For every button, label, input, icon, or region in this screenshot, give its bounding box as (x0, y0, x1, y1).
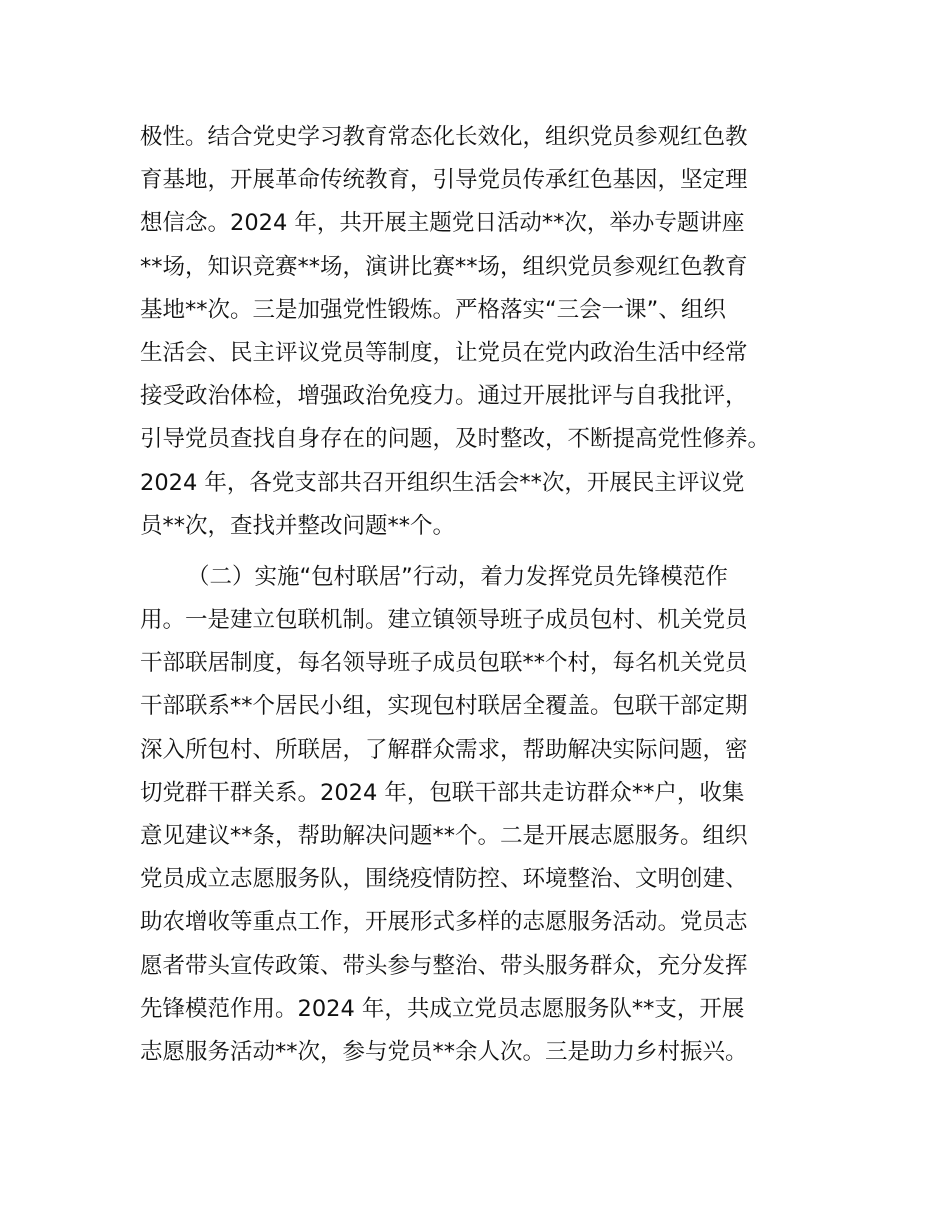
paragraph-2-line: 干部联居制度，每名领导班子成员包联**个村，每名机关党员 (140, 650, 748, 677)
paragraph-2-line: 干部联系**个居民小组，实现包村联居全覆盖。包联干部定期 (140, 693, 748, 720)
paragraph-spacer (140, 548, 820, 556)
paragraph-1-line: 引导党员查找自身存在的问题，及时整改，不断提高党性修养。 (140, 426, 771, 453)
paragraph-2-line: 切党群干群关系。2024 年，包联干部共走访群众**户，收集 (140, 779, 745, 806)
paragraph-1 (140, 116, 820, 548)
paragraph-2-line: 先锋模范作用。2024 年，共成立党员志愿服务队**支，开展 (140, 995, 745, 1022)
paragraph-1-line: 接受政治体检，增强政治免疫力。通过开展批评与自我批评， (140, 383, 748, 410)
paragraph-1-line: **场，知识竞赛**场，演讲比赛**场，组织党员参观红色教育 (140, 253, 748, 280)
paragraph-1-line: 基地**次。三是加强党性锻炼。严格落实“三会一课”、组织 (140, 296, 726, 323)
paragraph-1-line: 生活会、民主评议党员等制度，让党员在党内政治生活中经常 (140, 339, 748, 366)
paragraph-2 (140, 556, 820, 1074)
paragraph-1-line: 员**次，查找并整改问题**个。 (140, 512, 456, 539)
paragraph-2-line: 愿者带头宣传政策、带头参与整治、带头服务群众，充分发挥 (140, 952, 748, 979)
paragraph-1-line: 2024 年，各党支部共召开组织生活会**次，开展民主评议党 (140, 469, 745, 496)
paragraph-2-line: 深入所包村、所联居，了解群众需求，帮助解决实际问题，密 (140, 736, 748, 763)
paragraph-2-line: 党员成立志愿服务队，围绕疫情防控、环境整治、文明创建、 (140, 866, 748, 893)
paragraph-1-line: 极性。结合党史学习教育常态化长效化，组织党员参观红色教 (140, 124, 748, 150)
paragraph-2-line: 用。一是建立包联机制。建立镇领导班子成员包村、机关党员 (140, 607, 748, 634)
paragraph-2-line: 意见建议**条，帮助解决问题**个。二是开展志愿服务。组织 (140, 823, 748, 849)
paragraph-2-line: 助农增收等重点工作，开展形式多样的志愿服务活动。党员志 (140, 909, 748, 936)
paragraph-1-line: 育基地，开展革命传统教育，引导党员传承红色基因，坚定理 (140, 167, 748, 194)
paragraph-2-heading-line: （二）实施“包村联居”行动，着力发挥党员先锋模范作 (187, 563, 728, 590)
document-body (140, 116, 820, 1074)
paragraph-1-line: 想信念。2024 年，共开展主题党日活动**次，举办专题讲座 (140, 210, 745, 237)
paragraph-2-line: 志愿服务活动**次，参与党员**余人次。三是助力乡村振兴。 (140, 1038, 748, 1065)
